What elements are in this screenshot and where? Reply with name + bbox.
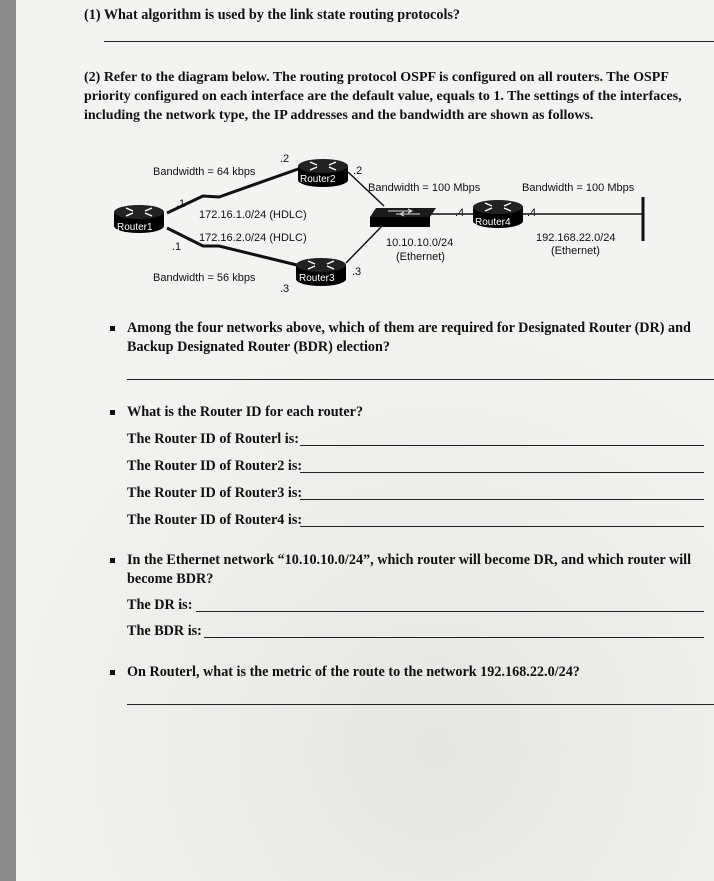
answer-line-dr-bdr-networks — [127, 379, 714, 380]
question-1: (1) What algorithm is used by the link state routing protocols? — [84, 7, 460, 23]
router-id-router3-label: The Router ID of Router3 is: — [127, 485, 303, 501]
network-hdlc-2: 172.16.2.0/24 (HDLC) — [199, 232, 307, 244]
router-id-router2-label: The Router ID of Router2 is: — [127, 458, 303, 474]
link-router3-switch — [346, 224, 384, 263]
bandwidth-r1-r3: Bandwidth = 56 kbps — [153, 272, 256, 284]
answer-line-router2-id — [300, 472, 704, 473]
bullet-marker — [110, 558, 115, 563]
bullet-2-title: What is the Router ID for each router? — [127, 404, 364, 420]
bullet-marker — [110, 410, 115, 415]
bandwidth-switch: Bandwidth = 100 Mbps — [368, 182, 481, 194]
router3-label: Router3 — [299, 273, 335, 284]
switch-icon — [370, 208, 436, 227]
interface-router4-right: .4 — [527, 207, 537, 219]
interface-router3-left: .3 — [280, 283, 290, 295]
answer-line-metric — [127, 704, 714, 705]
interface-router3-right: .3 — [352, 266, 362, 278]
answer-line-bdr — [204, 637, 704, 638]
bandwidth-r1-r2: Bandwidth = 64 kbps — [153, 166, 256, 178]
question-2-intro: (2) Refer to the diagram below. The routing protocol OSPF is configured on all routers. The OSPF priority configured on each interface are the default value, equals to 1. The settings of the interfaces, including the network type, the IP addresses and the bandwidth are shown as follows. — [84, 70, 682, 123]
bullet-1-line2: Backup Designated Router (BDR) election? — [127, 339, 390, 355]
dr-label: The DR is: — [127, 597, 193, 613]
network-ethernet-2-type: (Ethernet) — [551, 245, 600, 257]
router-id-router1-label: The Router ID of Routerl is: — [127, 431, 299, 447]
bullet-marker — [110, 670, 115, 675]
network-ethernet-1-ip: 10.10.10.0/24 — [386, 237, 454, 249]
answer-line-router1-id — [300, 445, 704, 446]
bandwidth-router4-ethernet: Bandwidth = 100 Mbps — [522, 182, 635, 194]
bdr-label: The BDR is: — [127, 623, 202, 639]
interface-router4-left: .4 — [455, 207, 465, 219]
bullet-3-line2: become BDR? — [127, 571, 214, 587]
interface-router1-bottom: .1 — [172, 241, 182, 253]
bullet-1-line1: Among the four networks above, which of them are required for Designated Router (DR) and — [127, 320, 691, 336]
network-ethernet-2-ip: 192.168.22.0/24 — [536, 232, 616, 244]
router4-label: Router4 — [475, 217, 511, 228]
bullet-marker — [110, 326, 115, 331]
bullet-4-text: On Routerl, what is the metric of the route to the network 192.168.22.0/24? — [127, 664, 580, 680]
answer-line-dr — [196, 611, 704, 612]
network-ethernet-1-type: (Ethernet) — [396, 251, 445, 263]
answer-line-router4-id — [300, 526, 704, 527]
interface-router2-left: .2 — [280, 153, 290, 165]
interface-router1-top: .1 — [176, 198, 186, 210]
network-hdlc-1: 172.16.1.0/24 (HDLC) — [199, 209, 307, 221]
router2-label: Router2 — [300, 174, 336, 185]
answer-line-router3-id — [300, 499, 704, 500]
router1-label: Router1 — [117, 222, 153, 233]
bullet-3-line1: In the Ethernet network “10.10.10.0/24”, which router will become DR, and which router will — [127, 552, 692, 568]
router-id-router4-label: The Router ID of Router4 is: — [127, 512, 303, 528]
interface-router2-right: .2 — [353, 165, 363, 177]
